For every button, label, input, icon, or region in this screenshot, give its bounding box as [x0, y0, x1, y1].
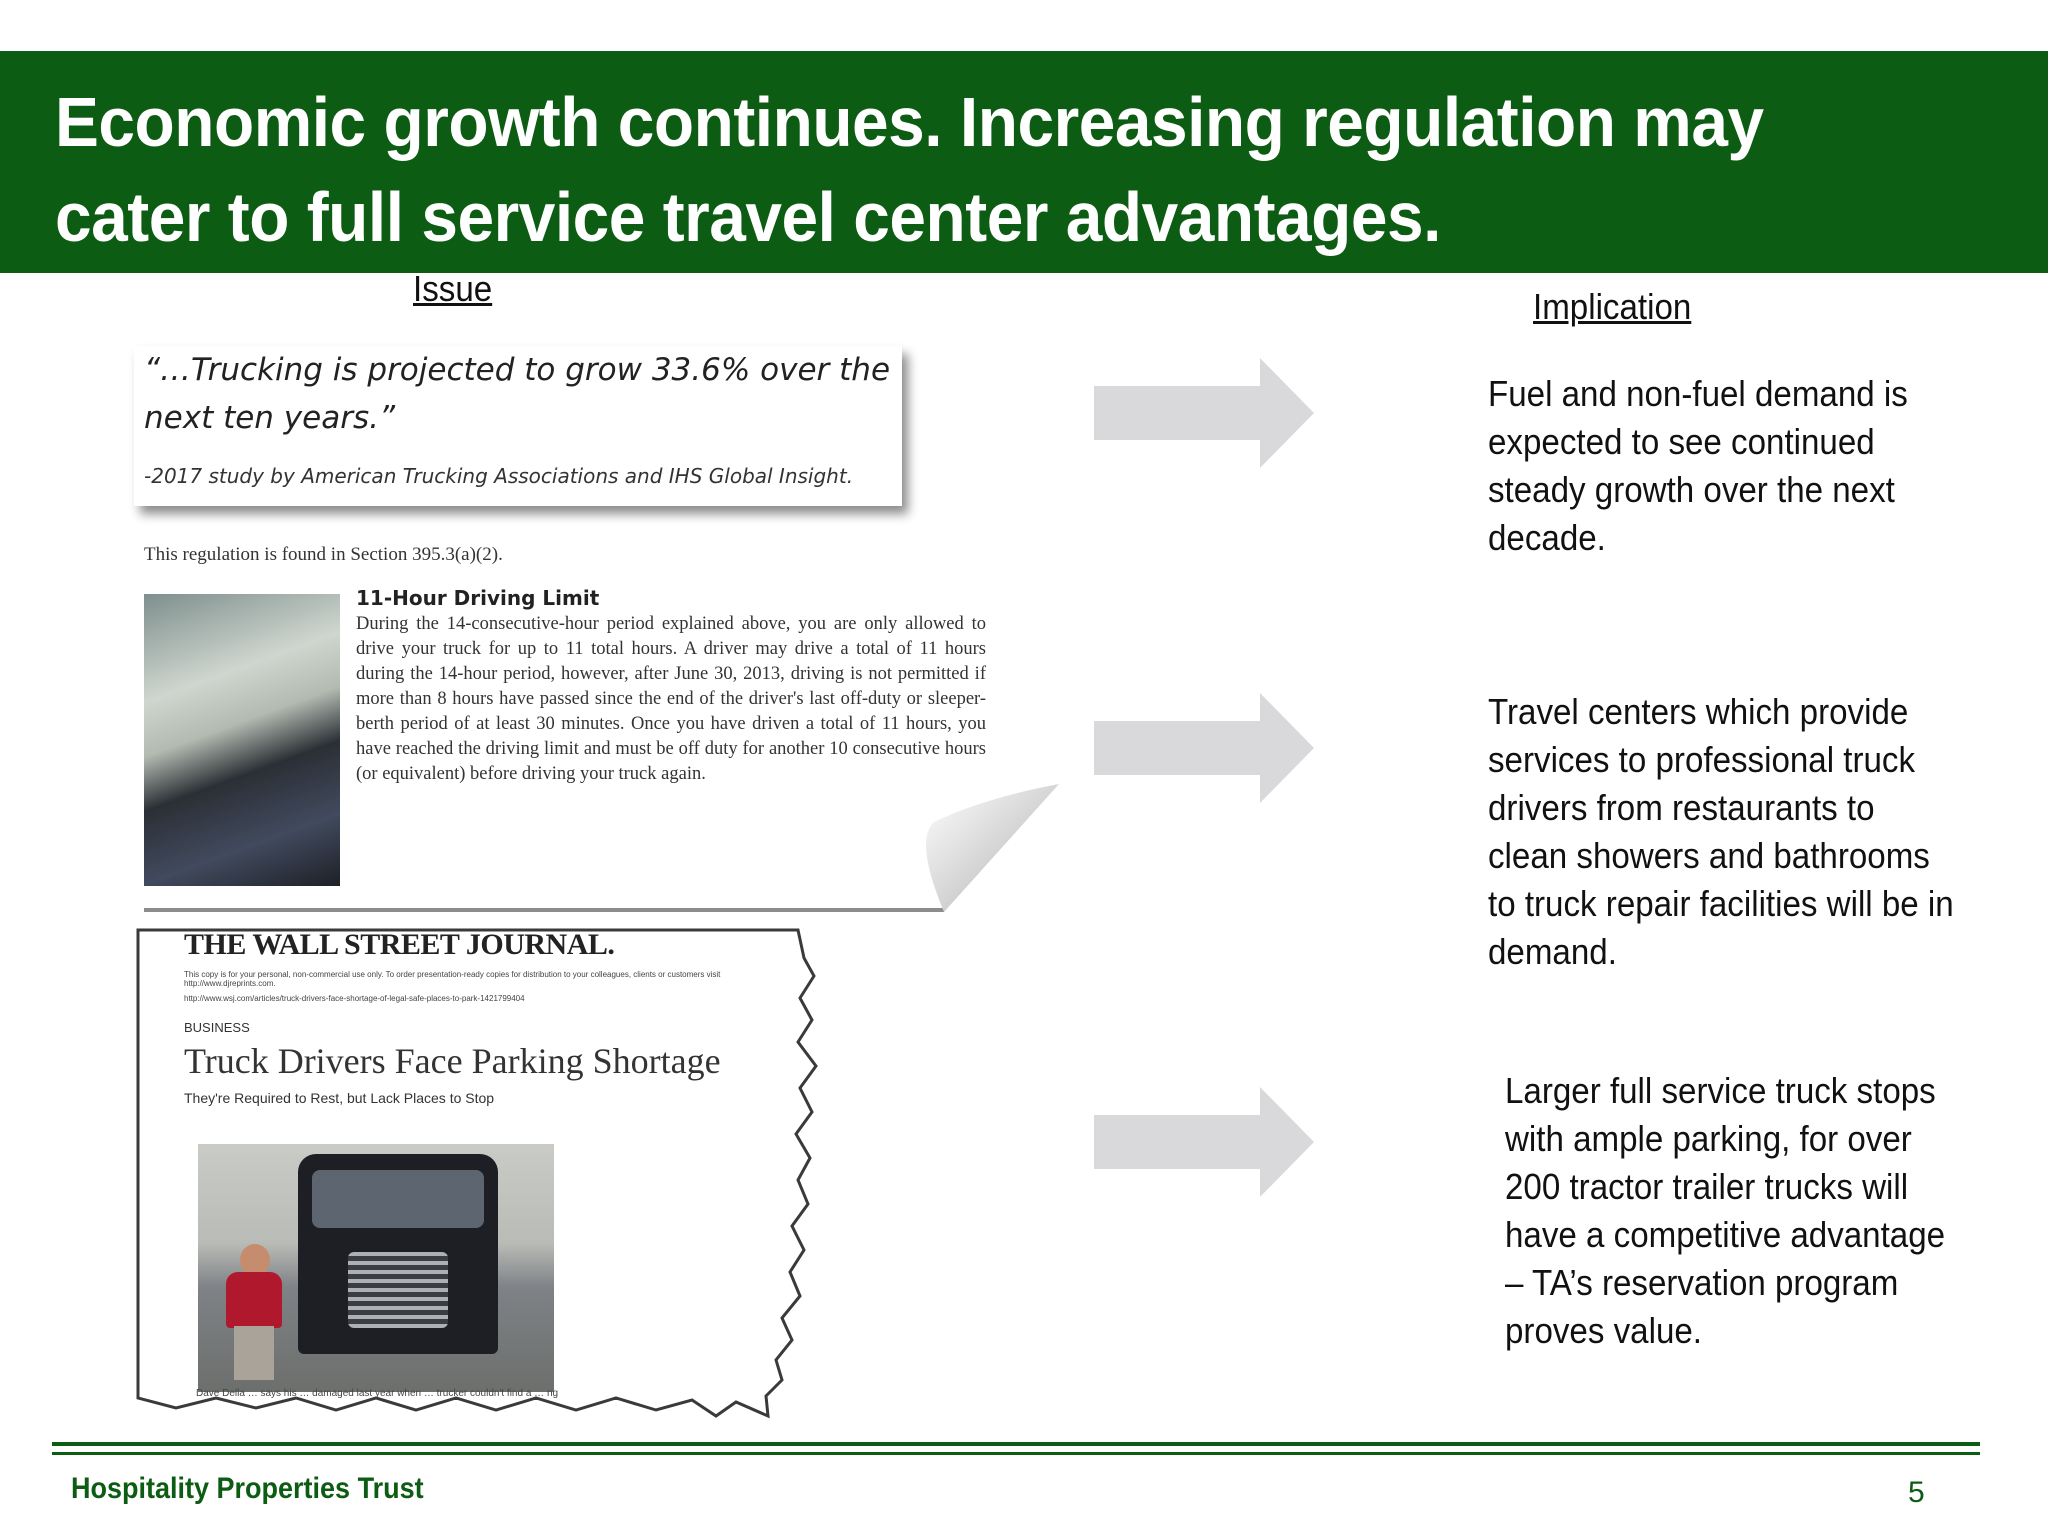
wsj-clipping	[136, 928, 826, 1428]
truck-photo	[198, 1144, 554, 1392]
wsj-masthead: THE WALL STREET JOURNAL.	[184, 928, 615, 961]
truck-grille	[348, 1252, 448, 1328]
driver-figure	[226, 1240, 282, 1390]
implication-text: Larger full service truck stops with ample parking, for over 200 tractor trailer trucks will have a competitive advantage – TA’s reservation program proves value.	[1505, 1070, 1946, 1351]
wsj-url: http://www.wsj.com/articles/truck-drivers-face-shortage-of-legal-safe-places-to-park-1421799404	[184, 994, 525, 1003]
wsj-fine-print: This copy is for your personal, non-commercial use only. To order presentation-ready copies for distribution to your colleagues, clients or customers visit http://www.djreprints.com.	[184, 970, 721, 988]
regulation-body: During the 14-consecutive-hour period explained above, you are only allowed to drive your truck for up to 11 total hours. A driver may drive a total of 11 hours during the 14-hour period, however, after June 30, 2013, driving is not permitted if more than 8 hours have passed since the end of the driver's last off-duty or sleeper-berth period of at least 30 minutes. Once you have driven a total of 11 hours, you have reached the driving limit and must be off duty for another 10 consecutive hours (or equivalent) before driving your truck again.	[356, 614, 986, 784]
footer-rule-top	[52, 1442, 1980, 1446]
quote-text: “…Trucking is projected to grow 33.6% over the next ten years.”	[144, 352, 891, 436]
slide-title: Economic growth continues. Increasing regulation may cater to full service travel center advantages.	[55, 83, 1764, 256]
wsj-photo-caption: Dave Della … says his … damaged last year when … trucker couldn't find a … ng	[196, 1388, 559, 1399]
quote-box	[134, 346, 902, 506]
implication-heading: Implication	[1533, 286, 1692, 327]
arrow-right-icon	[1094, 693, 1318, 803]
page-number: 5	[1908, 1476, 1925, 1509]
footer-company: Hospitality Properties Trust	[71, 1472, 424, 1505]
arrow-right-icon	[1094, 1087, 1318, 1197]
issue-heading: Issue	[413, 268, 493, 309]
regulation-excerpt	[144, 540, 1060, 916]
title-bar	[0, 51, 2048, 273]
truck-windshield	[312, 1170, 484, 1228]
wsj-dek: They're Required to Rest, but Lack Places to Stop	[184, 1090, 495, 1106]
implication-text: Travel centers which provide services to professional truck drivers from restaurants to clean showers and bathrooms to truck repair facilities will be in demand.	[1488, 691, 1954, 972]
footer-rule-bottom	[52, 1452, 1980, 1455]
wsj-section-label: BUSINESS	[184, 1020, 250, 1035]
driver-photo	[144, 594, 340, 886]
regulation-note: This regulation is found in Section 395.3(a)(2).	[144, 544, 503, 565]
quote-source: -2017 study by American Trucking Associations and IHS Global Insight.	[144, 464, 854, 488]
implication-text: Fuel and non-fuel demand is expected to see continued steady growth over the next decade.	[1488, 373, 1908, 558]
regulation-title: 11-Hour Driving Limit	[356, 586, 600, 610]
wsj-headline: Truck Drivers Face Parking Shortage	[184, 1041, 721, 1081]
arrow-right-icon	[1094, 358, 1318, 468]
